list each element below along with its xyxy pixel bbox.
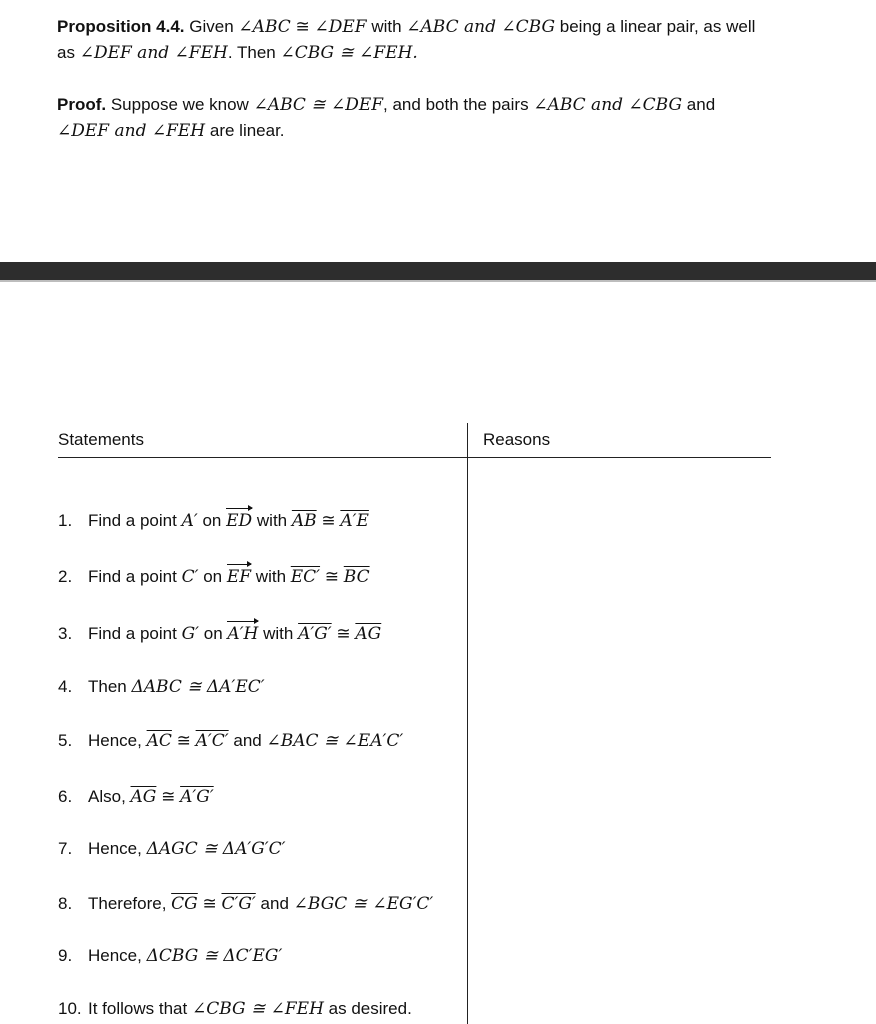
statement-10 bbox=[58, 999, 412, 1019]
statement-number: 8. bbox=[58, 894, 73, 913]
statement-text: Then bbox=[88, 677, 127, 696]
statement-text: as desired. bbox=[328, 999, 412, 1018]
statement-text: Hence, bbox=[88, 839, 142, 858]
statement-text: and bbox=[233, 731, 262, 750]
cong-symbol: ≅ bbox=[176, 731, 191, 750]
prop-text-given: Given bbox=[189, 17, 234, 36]
statement-number: 3. bbox=[58, 624, 73, 643]
proof-label: Proof. bbox=[57, 95, 107, 114]
statement-text: on bbox=[202, 511, 222, 530]
segment-ag: $\overline{AG}$ bbox=[355, 624, 382, 644]
segment-a-prime-g-prime: A′G′ bbox=[298, 624, 332, 644]
point-label: A′ bbox=[181, 511, 198, 531]
proof-text-and: and bbox=[686, 95, 716, 114]
segment-ec-prime: EC′ bbox=[290, 567, 321, 587]
statement-8 bbox=[58, 894, 433, 914]
proposition-paragraph bbox=[57, 14, 797, 66]
statement-text: with bbox=[263, 624, 294, 643]
statement-4 bbox=[58, 677, 265, 697]
ray-ef: EF bbox=[226, 567, 252, 587]
prop-text-being: being a linear pair, as well bbox=[559, 17, 756, 36]
segment-cg: $\overline{CG}$ bbox=[171, 894, 198, 914]
reasons-header: Reasons bbox=[483, 430, 551, 449]
cong-symbol: ≅ bbox=[161, 787, 176, 806]
statement-number: 2. bbox=[58, 567, 73, 586]
statement-text: Also, bbox=[88, 787, 126, 806]
cong-symbol: ≅ bbox=[336, 624, 351, 643]
statement-number: 1. bbox=[58, 511, 73, 530]
prop-text-then: . Then bbox=[227, 43, 276, 62]
cong-symbol: ≅ bbox=[321, 511, 336, 530]
statement-text: It follows that bbox=[88, 999, 188, 1018]
triangle-congruence: ΔCBG ≅ ΔC′EG′ bbox=[146, 946, 283, 966]
point-label: G′ bbox=[181, 624, 200, 644]
proposition-label: Proposition 4.4. bbox=[57, 17, 185, 36]
page-separator-band bbox=[0, 262, 876, 282]
segment-a-prime-e: A′E bbox=[340, 511, 369, 531]
statement-1 bbox=[58, 511, 369, 531]
statement-number: 4. bbox=[58, 677, 73, 696]
statement-9 bbox=[58, 946, 282, 966]
statement-text: Hence, bbox=[88, 731, 142, 750]
statement-text: Find a point bbox=[88, 567, 177, 586]
statement-text: Hence, bbox=[88, 946, 142, 965]
segment-ac: $\overline{AC}$ bbox=[146, 731, 172, 751]
prop-angle-abc: ∠ABC bbox=[238, 17, 291, 37]
segment-a-prime-g-prime: A′G′ bbox=[180, 787, 214, 807]
proof-text-are-linear: are linear. bbox=[209, 121, 285, 140]
statement-text: with bbox=[256, 511, 288, 530]
table-header-rule bbox=[58, 457, 771, 458]
statement-text: and bbox=[260, 894, 289, 913]
statement-6 bbox=[58, 787, 214, 807]
statements-header: Statements bbox=[58, 430, 144, 449]
prop-cong-symbol: ≅ bbox=[295, 17, 310, 36]
angle-congruence: ∠BGC ≅ ∠EG′C′ bbox=[293, 894, 434, 914]
statement-text: with bbox=[255, 567, 287, 586]
proof-given-congruence: ∠ABC ≅ ∠DEF bbox=[253, 95, 384, 115]
point-label: C′ bbox=[181, 567, 199, 587]
statement-5 bbox=[58, 731, 403, 751]
segment-ag: $\overline{AG}$ bbox=[130, 787, 157, 807]
angle-congruence: ∠CBG ≅ ∠FEH bbox=[191, 999, 324, 1019]
statement-text: on bbox=[203, 624, 223, 643]
segment-bc: $\overline{BC}$ bbox=[343, 567, 370, 587]
statement-number: 5. bbox=[58, 731, 73, 750]
statement-3 bbox=[58, 624, 381, 644]
statement-number: 9. bbox=[58, 946, 73, 965]
triangle-congruence: ΔABC ≅ ΔA′EC′ bbox=[131, 677, 265, 697]
statement-number: 7. bbox=[58, 839, 73, 858]
prop-text-with: with bbox=[371, 17, 402, 36]
statement-number: 6. bbox=[58, 787, 73, 806]
prop-text-as: as bbox=[57, 43, 75, 62]
prop-conclusion: ∠CBG ≅ ∠FEH. bbox=[280, 43, 418, 63]
segment-c-prime-g-prime: C′G′ bbox=[221, 894, 256, 914]
statement-text: on bbox=[203, 567, 223, 586]
statement-7 bbox=[58, 839, 286, 859]
statement-number: 10. bbox=[58, 999, 82, 1018]
prop-pair-1: ∠ABC and ∠CBG bbox=[406, 17, 556, 37]
cong-symbol: ≅ bbox=[202, 894, 217, 913]
prop-angle-def: ∠DEF bbox=[314, 17, 367, 37]
segment-ab: $\overline{AB}$ bbox=[291, 511, 317, 531]
cong-symbol: ≅ bbox=[324, 567, 340, 586]
proof-text-both: , and both the pairs bbox=[383, 95, 529, 114]
table-column-divider bbox=[467, 423, 468, 1024]
proof-pair-2: ∠DEF and ∠FEH bbox=[57, 121, 206, 141]
ray-ed: ED bbox=[226, 511, 253, 531]
statement-2 bbox=[58, 567, 370, 587]
proof-pair-1: ∠ABC and ∠CBG bbox=[533, 95, 683, 115]
prop-pair-2: ∠DEF and ∠FEH bbox=[79, 43, 228, 63]
angle-congruence: ∠BAC ≅ ∠EA′C′ bbox=[266, 731, 404, 751]
statement-text: Therefore, bbox=[88, 894, 167, 913]
proof-text-suppose: Suppose we know bbox=[110, 95, 249, 114]
ray-a-prime-h: A′H bbox=[227, 624, 259, 644]
segment-a-prime-c-prime: A′C′ bbox=[195, 731, 229, 751]
statement-text: Find a point bbox=[88, 624, 177, 643]
proof-paragraph bbox=[57, 92, 797, 144]
triangle-congruence: ΔAGC ≅ ΔA′G′C′ bbox=[146, 839, 286, 859]
statement-text: Find a point bbox=[88, 511, 177, 530]
